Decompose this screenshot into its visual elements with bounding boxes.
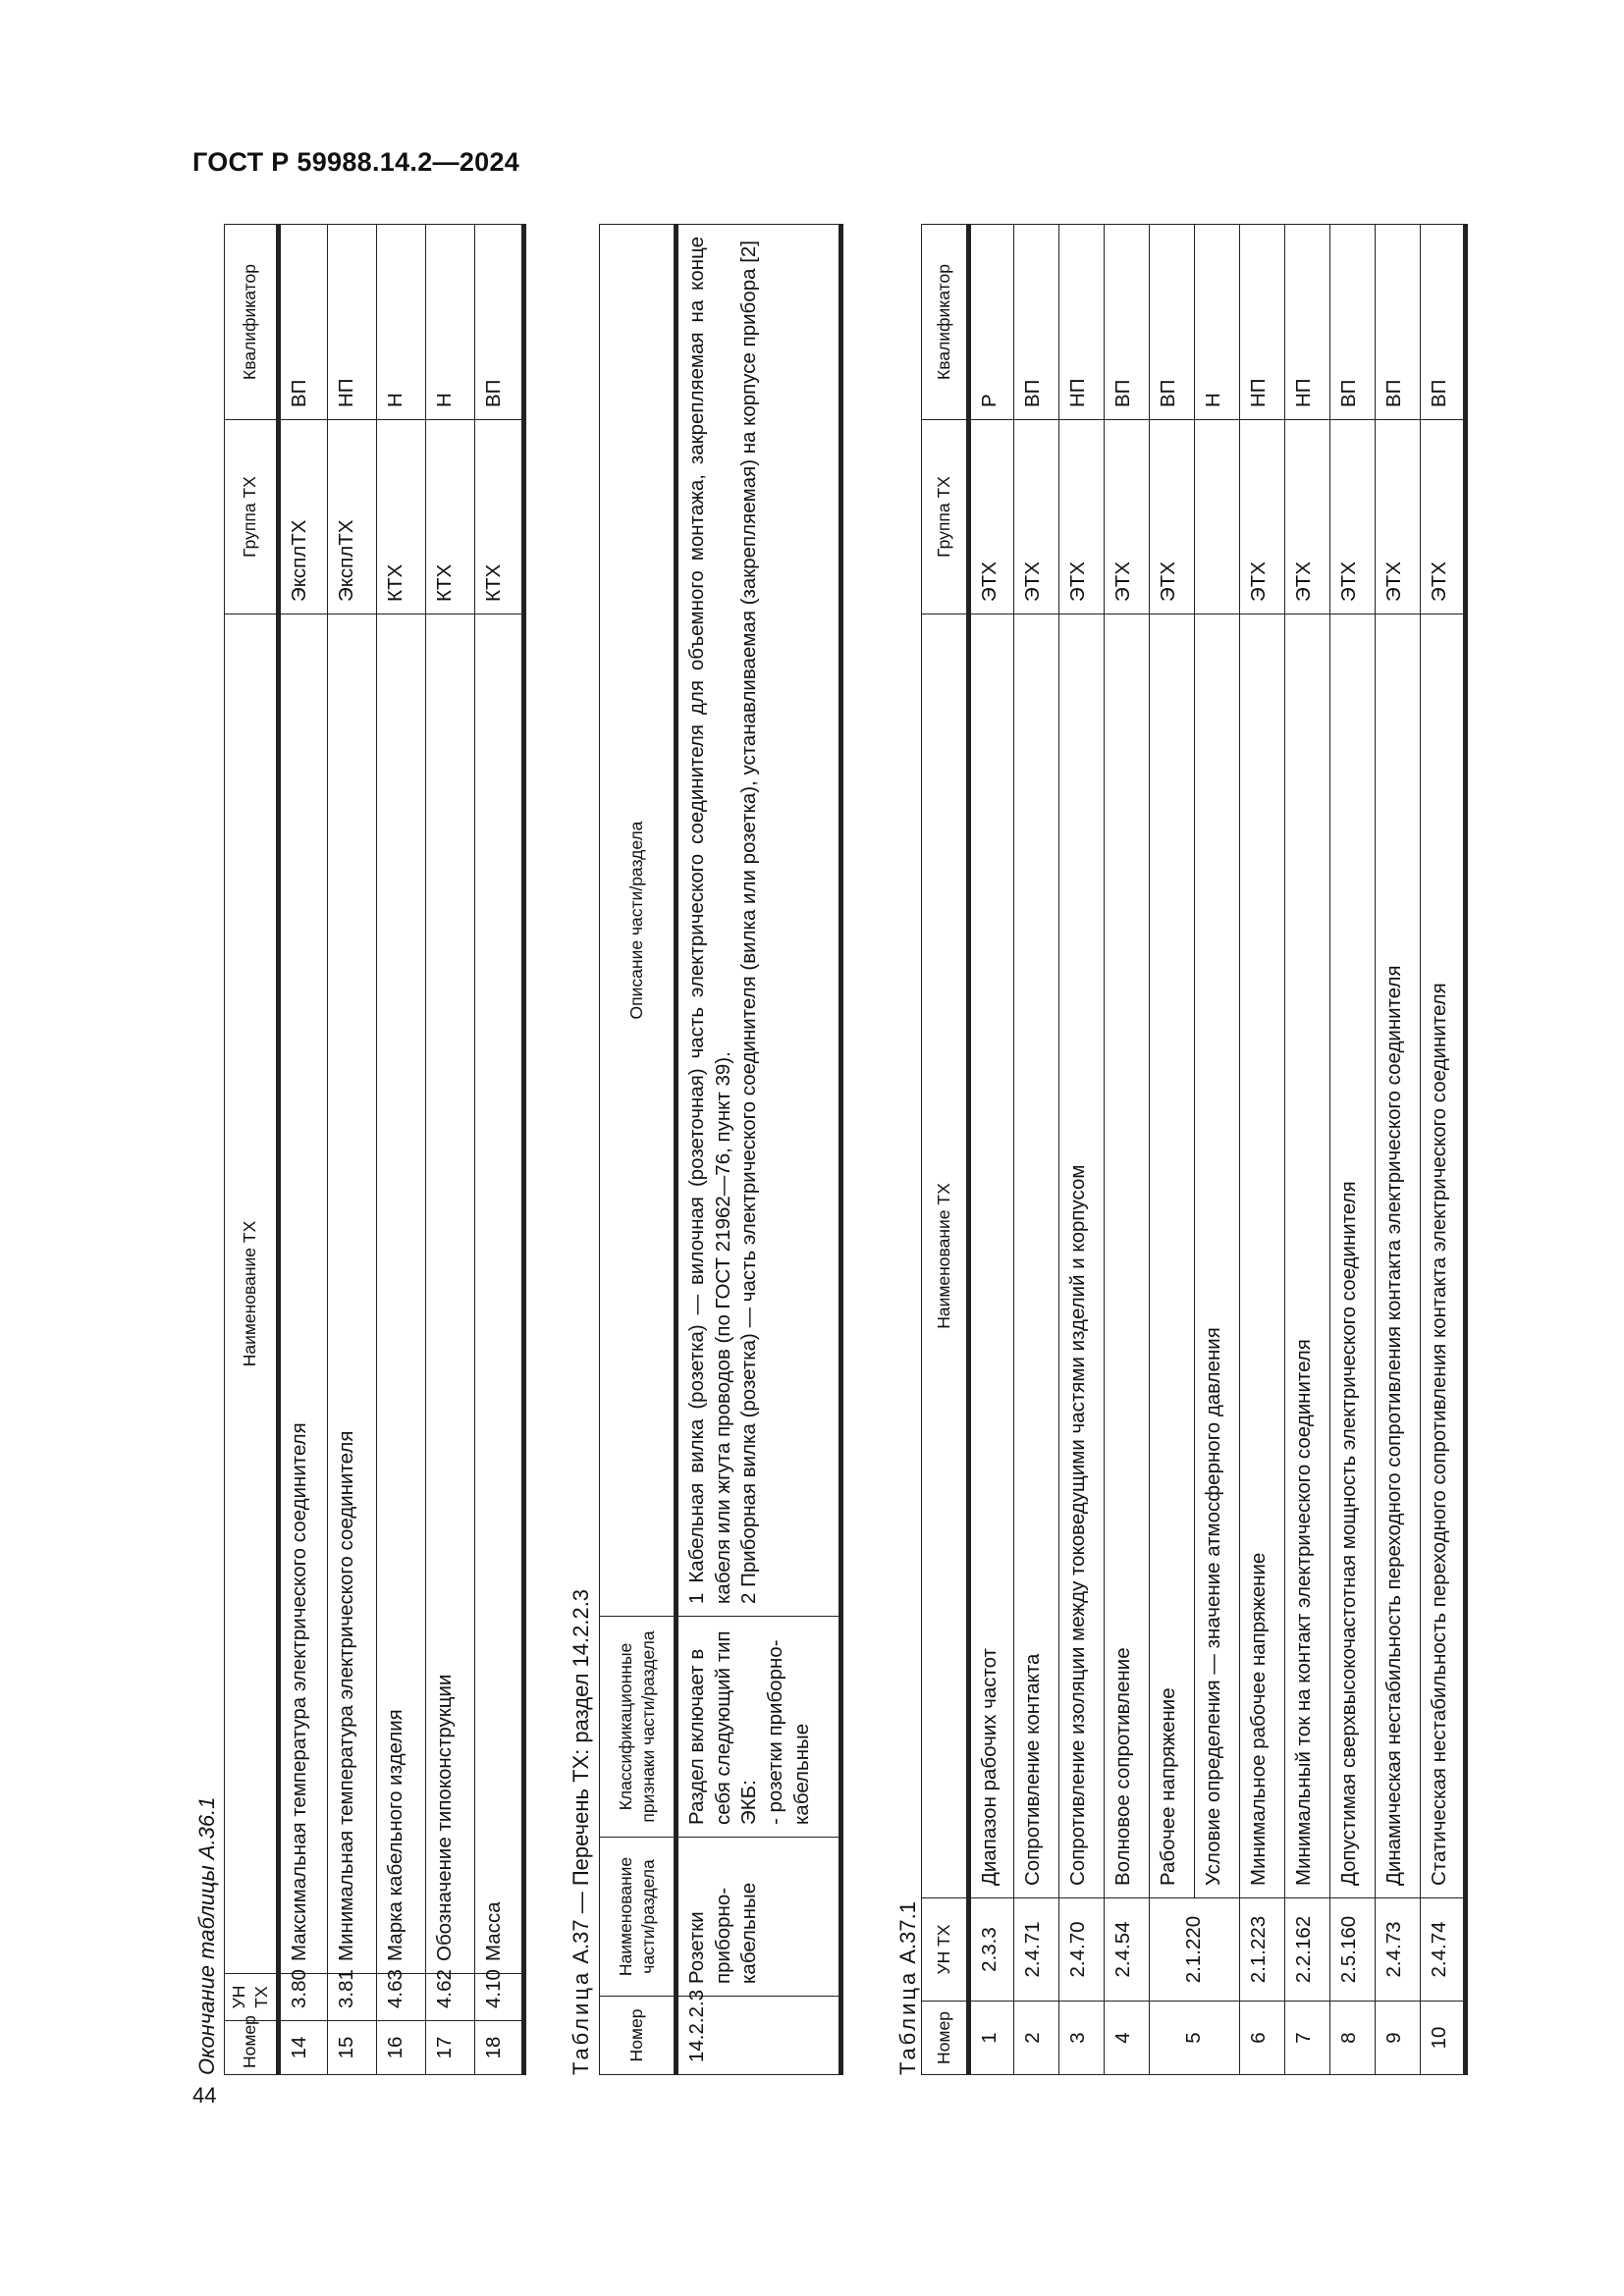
- table-row: [1150, 225, 1195, 2075]
- table-row: [1014, 225, 1059, 2075]
- col-header-classification: Классификационные признаки части/раздела: [600, 1617, 677, 1838]
- col-header-qualifier: Квалификатор: [922, 225, 969, 420]
- cell-group: ЭксплТХ: [278, 420, 327, 614]
- cell-code: 2.1.223: [1240, 1898, 1285, 2002]
- cell-num: 4: [1105, 2002, 1150, 2075]
- table-row: [425, 225, 474, 2075]
- col-header-description: Описание части/раздела: [600, 225, 677, 1617]
- cell-num: 5: [1150, 2002, 1240, 2075]
- col-header-group: Группа ТХ: [225, 420, 279, 614]
- cell-code: 2.1.220: [1150, 1898, 1240, 2002]
- cell-name: Сопротивление изоляции между токоведущими частями изделий и корпусом: [1059, 614, 1105, 1898]
- cell-code: 2.4.71: [1014, 1898, 1059, 2002]
- cell-qualifier: НП: [1285, 225, 1330, 420]
- cell-group: ЭТХ: [1285, 420, 1330, 614]
- cell-qualifier: ВП: [474, 225, 523, 420]
- cell-num: 18: [474, 2021, 523, 2075]
- table-row: [1195, 225, 1240, 2075]
- rotated-landscape-content: [192, 225, 1459, 2075]
- cell-name: Сопротивление контакта: [1014, 614, 1059, 1898]
- cell-name: Масса: [474, 614, 523, 1974]
- cell-num: 3: [1059, 2002, 1105, 2075]
- cell-part-name: Розетки приборно-кабельные: [677, 1838, 841, 1997]
- table-row: [1285, 225, 1330, 2075]
- table-a36-1-caption: Окончание таблицы А.36.1: [194, 1796, 219, 2075]
- cell-group: ЭТХ: [1330, 420, 1376, 614]
- description-item-2: 2 Приборная вилка (розетка) — часть электрического соединителя (вилка или розетка), устанавливаемая (закрепляемая) на корпусе прибора [2]: [737, 240, 761, 1604]
- cell-code: 3.80: [278, 1974, 327, 2021]
- col-header-name: Наименование ТХ: [922, 614, 969, 1898]
- cell-qualifier: ВП: [1150, 225, 1195, 420]
- cell-num: 1: [969, 2002, 1014, 2075]
- table-row: [1059, 225, 1105, 2075]
- document-header: ГОСТ Р 59988.14.2—2024: [192, 147, 520, 177]
- cell-name: Минимальный ток на контакт электрического соединителя: [1285, 614, 1330, 1898]
- table-row: [474, 225, 523, 2075]
- cell-num: 8: [1330, 2002, 1376, 2075]
- cell-name: Динамическая нестабильность переходного сопротивления контакта электрического соединителя: [1376, 614, 1421, 1898]
- table-row: [376, 225, 425, 2075]
- col-header-part-name: Наименование части/раздела: [600, 1838, 677, 1997]
- cell-qualifier: ВП: [1105, 225, 1150, 420]
- cell-num: 16: [376, 2021, 425, 2075]
- cell-qualifier: НП: [1240, 225, 1285, 420]
- table-row: [278, 225, 327, 2075]
- page-number: 44: [192, 2083, 217, 2108]
- table-row: [1240, 225, 1285, 2075]
- col-header-qualifier: Квалификатор: [225, 225, 279, 420]
- cell-code: 2.4.54: [1105, 1898, 1150, 2002]
- cell-qualifier: ВП: [1376, 225, 1421, 420]
- cell-name: Марка кабельного изделия: [376, 614, 425, 1974]
- table-row: [677, 225, 841, 2075]
- table-row: [1421, 225, 1466, 2075]
- cell-qualifier: НП: [327, 225, 376, 420]
- table-a37-1: [921, 224, 1468, 2075]
- col-header-group: Группа ТХ: [922, 420, 969, 614]
- cell-qualifier: ВП: [1421, 225, 1466, 420]
- cell-code: 2.2.162: [1285, 1898, 1330, 2002]
- cell-name: Волновое сопротивление: [1105, 614, 1150, 1898]
- table-a37-1-caption: [895, 1901, 921, 2075]
- cell-group: ЭТХ: [1376, 420, 1421, 614]
- cell-num: 2: [1014, 2002, 1059, 2075]
- cell-group: ЭТХ: [1240, 420, 1285, 614]
- cell-qualifier: Н: [376, 225, 425, 420]
- cell-qualifier: Н: [425, 225, 474, 420]
- table-row: [327, 225, 376, 2075]
- table-header-row: [922, 225, 969, 2075]
- cell-code: 3.81: [327, 1974, 376, 2021]
- table-row: [969, 225, 1014, 2075]
- caption-text: А.37.1: [895, 1901, 920, 1970]
- cell-code: 2.4.74: [1421, 1898, 1466, 2002]
- table-row: [1376, 225, 1421, 2075]
- cell-num: 15: [327, 2021, 376, 2075]
- cell-qualifier: Н: [1195, 225, 1240, 420]
- table-header-row: [600, 225, 677, 2075]
- cell-group: ЭТХ: [969, 420, 1014, 614]
- cell-code: 2.4.73: [1376, 1898, 1421, 2002]
- cell-num: 9: [1376, 2002, 1421, 2075]
- cell-group: ЭТХ: [1105, 420, 1150, 614]
- cell-num: 6: [1240, 2002, 1285, 2075]
- cell-group: КТХ: [474, 420, 523, 614]
- cell-num: 14: [278, 2021, 327, 2075]
- cell-qualifier: ВП: [278, 225, 327, 420]
- cell-code: 4.10: [474, 1974, 523, 2021]
- cell-name: Максимальная температура электрического соединителя: [278, 614, 327, 1974]
- cell-code: 2.3.3: [969, 1898, 1014, 2002]
- caption-text: А.37 — Перечень ТХ: раздел 14.2.2.3: [568, 1588, 593, 1970]
- cell-name: Диапазон рабочих частот: [969, 614, 1014, 1898]
- cell-group: КТХ: [376, 420, 425, 614]
- cell-group: ЭТХ: [1014, 420, 1059, 614]
- cell-name: Допустимая сверхвысокочастотная мощность электрического соединителя: [1330, 614, 1376, 1898]
- table-a37-caption: [568, 1589, 594, 2075]
- cell-qualifier: ВП: [1014, 225, 1059, 420]
- col-header-num: Номер: [600, 1997, 677, 2075]
- cell-group: [1195, 420, 1240, 614]
- cell-qualifier: НП: [1059, 225, 1105, 420]
- cell-name: Статическая нестабильность переходного сопротивления контакта электрического соединителя: [1421, 614, 1466, 1898]
- col-header-num: Номер: [922, 2002, 969, 2075]
- cell-group: ЭТХ: [1059, 420, 1105, 614]
- caption-prefix: Таблица: [568, 1969, 593, 2075]
- cell-name: Минимальное рабочее напряжение: [1240, 614, 1285, 1898]
- cell-description: [677, 225, 841, 1617]
- col-header-code: УН ТХ: [922, 1898, 969, 2002]
- table-header-row: [225, 225, 279, 2075]
- table-a36-1: [224, 224, 526, 2075]
- table-row: [1105, 225, 1150, 2075]
- cell-code: 2.5.160: [1330, 1898, 1376, 2002]
- table-row: [1330, 225, 1376, 2075]
- cell-group: КТХ: [425, 420, 474, 614]
- cell-name: Рабочее напряжение: [1150, 614, 1195, 1898]
- col-header-num: Номер: [225, 2021, 279, 2075]
- col-header-name: Наименование ТХ: [225, 614, 279, 1974]
- cell-code: 2.4.70: [1059, 1898, 1105, 2002]
- cell-qualifier: Р: [969, 225, 1014, 420]
- cell-num: 10: [1421, 2002, 1466, 2075]
- cell-group: ЭксплТХ: [327, 420, 376, 614]
- cell-group: ЭТХ: [1150, 420, 1195, 614]
- cell-code: 4.63: [376, 1974, 425, 2021]
- table-a37: [599, 224, 843, 2075]
- cell-classification: Раздел включает в себя следующий тип ЭКБ: - розетки приборно-кабельные: [677, 1617, 841, 1838]
- cell-name: Условие определения — значение атмосферного давления: [1195, 614, 1240, 1898]
- cell-name: Минимальная температура электрического соединителя: [327, 614, 376, 1974]
- cell-name: Обозначение типоконструкции: [425, 614, 474, 1974]
- cell-num: 17: [425, 2021, 474, 2075]
- cell-num: 14.2.2.3: [677, 1997, 841, 2075]
- cell-group: ЭТХ: [1421, 420, 1466, 614]
- col-header-code: УН ТХ: [225, 1974, 279, 2021]
- caption-prefix: Таблица: [895, 1969, 920, 2075]
- cell-code: 4.62: [425, 1974, 474, 2021]
- cell-qualifier: ВП: [1330, 225, 1376, 420]
- cell-num: 7: [1285, 2002, 1330, 2075]
- description-item-1: 1 Кабельная вилка (розетка) — вилочная (розеточная) часть электрического соединителя для объемного монтажа, закрепляемая на конце кабеля или жгута проводов (по ГОСТ 21962—76, пункт 39).: [685, 237, 734, 1604]
